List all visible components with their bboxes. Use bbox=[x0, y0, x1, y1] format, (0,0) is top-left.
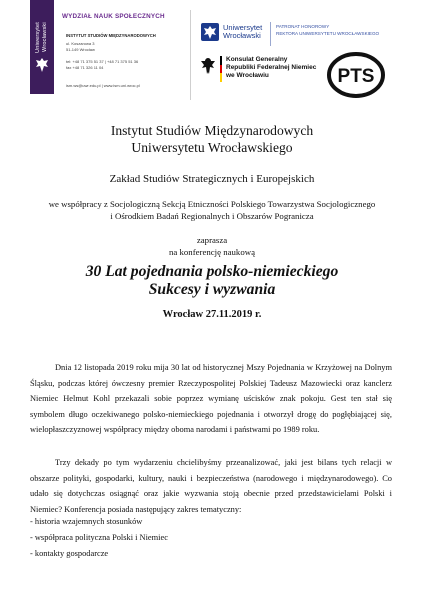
topic-item: - kontakty gospodarcze bbox=[30, 549, 109, 558]
topic-item: - historia wzajemnych stosunków bbox=[30, 517, 143, 526]
topic-item: - współpraca polityczna Polski i Niemiec bbox=[30, 533, 168, 542]
logo-divider bbox=[270, 22, 271, 46]
faculty-title: WYDZIAŁ NAUK SPOŁECZNYCH bbox=[62, 13, 165, 20]
consulate-text: Konsulat Generalny Republiki Federalnej Niemiec we Wrocławiu bbox=[226, 56, 317, 79]
university-vertical-name: Uniwersytet Wrocławski bbox=[35, 22, 48, 53]
uw-logo bbox=[200, 22, 262, 42]
consulate-logo bbox=[200, 56, 316, 82]
address-city: 51-149 Wrocław bbox=[66, 47, 95, 52]
header-divider bbox=[190, 10, 191, 100]
institute-title: Instytut Studiów Międzynarodowych Uniwersytetu Wrocławskiego bbox=[110, 123, 314, 155]
paragraph-scope: Trzy dekady po tym wydarzeniu chcielibyśmy przeanalizować, jaki jest bilans tych relacji w obszarze polityki, gospodarki, kultury, nauki i bezpieczeństwa (narodowego i międzynarodowego). Co udało się dotychczas osiągnąć oraz jakie wyzwania stoją obecnie przed przedstawicielami Polski i Niemiec? Konferencja posiada następujący zakres tematyczny: bbox=[30, 458, 392, 514]
uw-emblem-icon bbox=[200, 22, 220, 42]
paragraph-intro: Dnia 12 listopada 2019 roku mija 30 lat od historycznej Mszy Pojednania w Krzyżowej na Dolnym Śląsku, podczas której ówczesny premier Rzeczypospolitej Polskiej Tadeusz Mazowiecki oraz kanclerz Niemiec Helmut Kohl przekazali sobie poprzez wymianę uścisków znak pokoju. Gest ten stał się symbolem długo oczekiwanego polsko-niemieckiego pojednania i otworzył drogę do pogłębiającej się, wielopłaszczyznowej współpracy między oboma narodami i państwami po 1989 roku. bbox=[30, 363, 392, 435]
institute-header-name: INSTYTUT STUDIÓW MIĘDZYNARODOWYCH bbox=[66, 33, 156, 38]
patronage-text: PATRONAT HONOROWY REKTORA UNIWERSYTETU WROCŁAWSKIEGO bbox=[276, 24, 380, 36]
fax-line: fax +48 71 326 11 04 bbox=[66, 65, 104, 70]
german-eagle-icon bbox=[200, 56, 216, 76]
eagle-emblem-icon bbox=[35, 57, 49, 73]
conference-date: Wrocław 27.11.2019 r. bbox=[162, 309, 262, 320]
invitation-text: zaprasza na konferencję naukową bbox=[169, 235, 255, 257]
pts-logo bbox=[326, 51, 386, 99]
pts-logo-text: PTS bbox=[337, 66, 375, 87]
conference-title: 30 Lat pojednania polsko-niemieckiego Sukcesy i wyzwania bbox=[85, 263, 339, 298]
department-title: Zakład Studiów Strategicznych i Europejskich bbox=[109, 173, 315, 185]
phone-line: tel: +48 71 375 51 37 | +48 71 375 51 36 bbox=[66, 59, 139, 64]
web-contact-line[interactable]: ism.ws@uwr.edu.pl | www.ism.uni.wroc.pl bbox=[66, 83, 140, 88]
cooperation-text: we współpracy z Socjologiczną Sekcją Etniczności Polskiego Towarzystwa Socjologicznego i Ośrodkiem Badań Regionalnych i Obszarów Pogranicza bbox=[48, 199, 376, 221]
address-street: ul. Koszarowa 3 bbox=[66, 41, 95, 46]
german-flag-bars bbox=[220, 56, 222, 82]
uw-logo-text: Uniwersytet Wrocławski bbox=[223, 23, 263, 40]
university-sidebar-stripe bbox=[30, 0, 54, 94]
